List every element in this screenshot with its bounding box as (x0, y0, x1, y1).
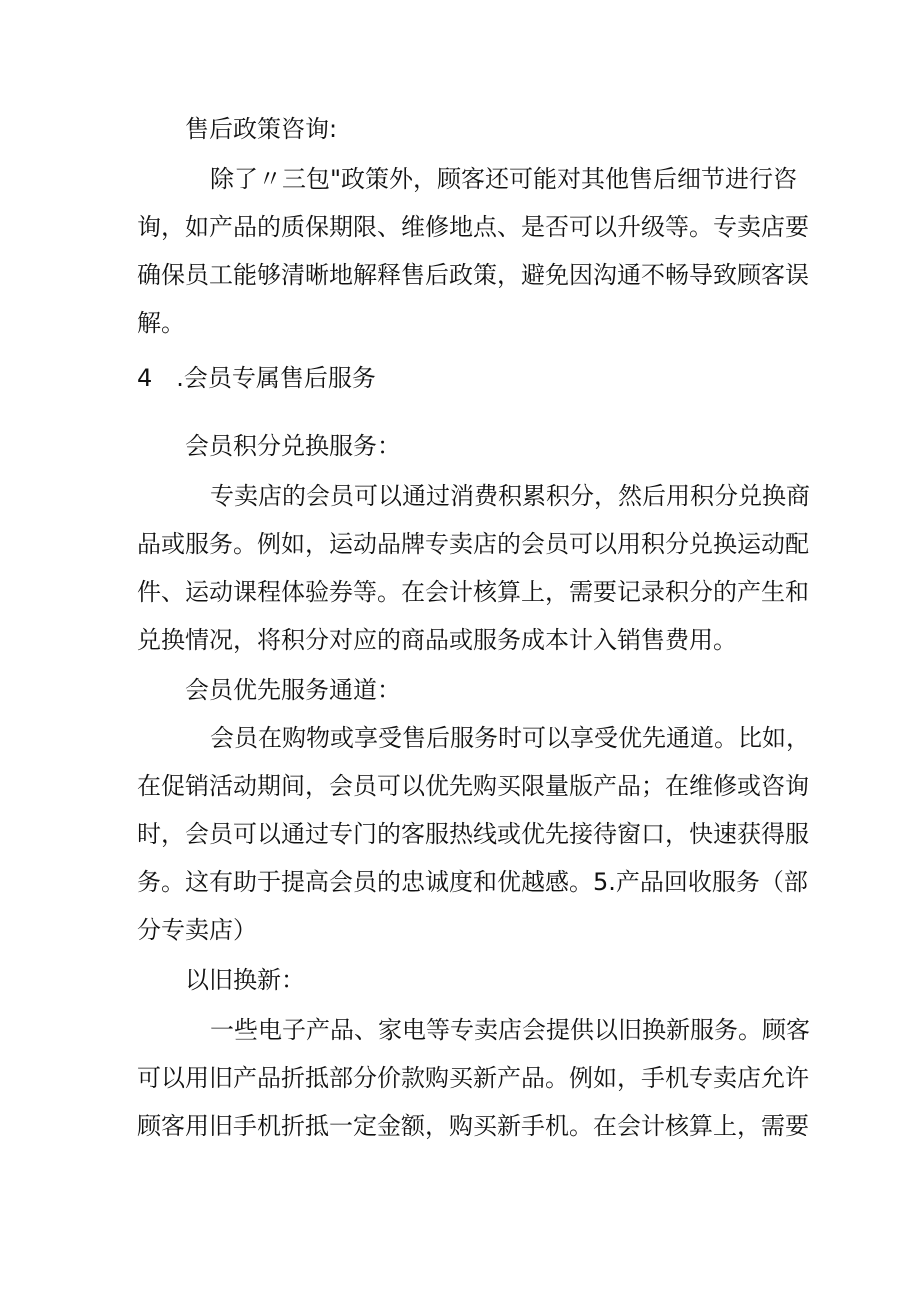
paragraph-line: 顾客用旧手机折抵一定金额，购买新手机。在会计核算上，需要 (137, 1112, 809, 1140)
paragraph-line: 时，会员可以通过专门的客服热线或优先接待窗口，快速获得服 (137, 820, 809, 848)
section-label-tradein: 以旧换新： (185, 966, 305, 994)
paragraph-line: 务。这有助于提高会员的忠诚度和优越感。5.产品回收服务（部 (137, 868, 808, 896)
paragraph-line: 解。 (137, 309, 185, 337)
paragraph-line: 专卖店的会员可以通过消费积累积分，然后用积分兑换商 (210, 482, 810, 510)
section-label-priority: 会员优先服务通道： (185, 676, 401, 704)
paragraph-line: 询，如产品的质保期限、维修地点、是否可以升级等。专卖店要 (137, 213, 809, 241)
section-heading-4: 4 .会员专属售后服务 (137, 364, 376, 392)
paragraph-line: 除了〃三包"政策外，顾客还可能对其他售后细节进行咨 (210, 165, 798, 193)
paragraph-line: 会员在购物或享受售后服务时可以享受优先通道。比如， (210, 724, 810, 752)
paragraph-line: 兑换情况，将积分对应的商品或服务成本计入销售费用。 (137, 626, 737, 654)
paragraph-line: 确保员工能够清晰地解释售后政策，避免因沟通不畅导致顾客误 (137, 261, 809, 289)
paragraph-line: 一些电子产品、家电等专卖店会提供以旧换新服务。顾客 (210, 1016, 810, 1044)
paragraph-line: 在促销活动期间，会员可以优先购买限量版产品；在维修或咨询 (137, 772, 809, 800)
paragraph-line: 分专卖店） (137, 916, 257, 944)
section-label-points: 会员积分兑换服务： (185, 432, 401, 460)
paragraph-line: 品或服务。例如，运动品牌专卖店的会员可以用积分兑换运动配 (137, 530, 809, 558)
section-label-policy: 售后政策咨询: (185, 115, 338, 143)
paragraph-line: 件、运动课程体验券等。在会计核算上，需要记录积分的产生和 (137, 578, 809, 606)
paragraph-line: 可以用旧产品折抵部分价款购买新产品。例如，手机专卖店允许 (137, 1064, 809, 1092)
